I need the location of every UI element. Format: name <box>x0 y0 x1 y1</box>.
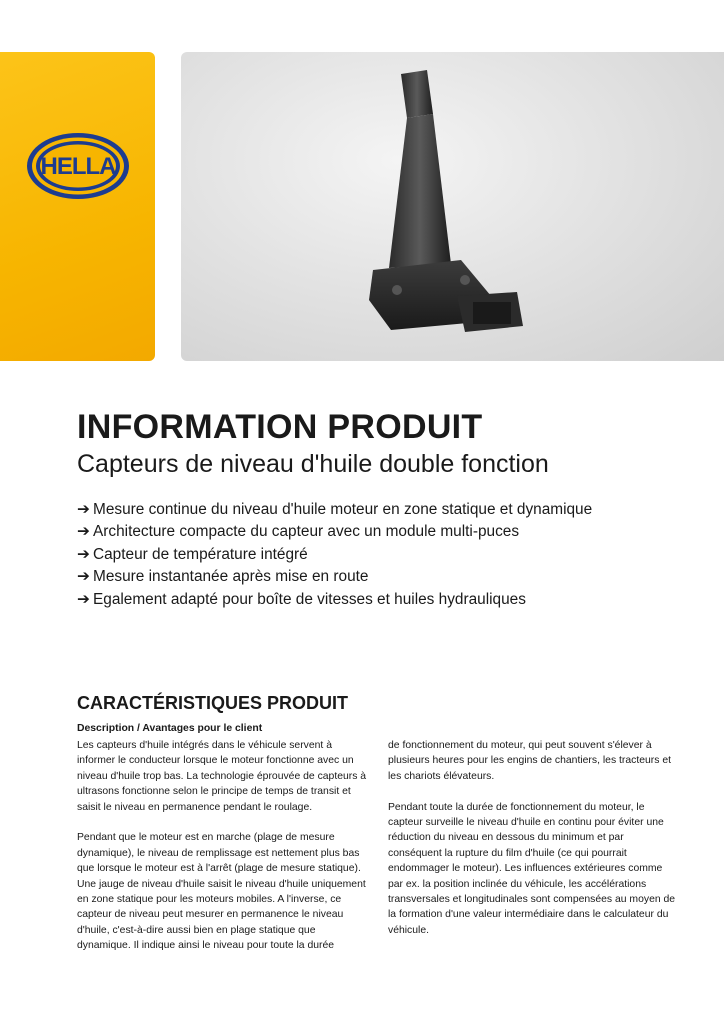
brand-panel <box>0 52 155 361</box>
feature-item: ➔ Architecture compacte du capteur avec un module multi-puces <box>77 521 592 543</box>
feature-item: ➔ Mesure continue du niveau d'huile moteur en zone statique et dynamique <box>77 499 592 521</box>
text-column-right <box>388 738 678 954</box>
arrow-right-icon: ➔ <box>77 568 90 586</box>
oil-sensor-image <box>361 64 531 354</box>
product-photo <box>181 52 724 361</box>
feature-item: ➔ Egalement adapté pour boîte de vitesses et huiles hydrauliques <box>77 589 592 611</box>
feature-list <box>77 499 592 611</box>
arrow-right-icon: ➔ <box>77 523 90 541</box>
section-title: CARACTÉRISTIQUES PRODUIT <box>77 693 349 713</box>
hella-logo <box>26 132 130 200</box>
paragraph: Pendant que le moteur est en marche (plage de mesure dynamique), le niveau de remplissage est nettement plus bas que lorsque le moteur est à l'arrêt (plage de mesure statique). Une jauge de niveau d'huile saisit le niveau d'huile uniquement en zone statique pour les moteurs mobiles. A l'inverse, ce capteur de niveau peut mesurer en permanence le niveau d'huile, c'est-à-dire aussi bien en plage statique que dynamique. Il indique ainsi le niveau pour toute la durée <box>77 832 366 952</box>
paragraph: Les capteurs d'huile intégrés dans le véhicule servent à informer le conducteur lorsque le moteur fonctionne avec un niveau d'huile trop bas. La technologie éprouvée de capteurs à ultrasons fonctionne selon le principe de temps de transit et saisit le niveau en permanence pendant le roulage. <box>77 740 367 813</box>
paragraph: de fonctionnement du moteur, qui peut souvent s'élever à plusieurs heures pour les engins de chantiers, les tracteurs et les chariots élévateurs. <box>388 740 672 782</box>
arrow-right-icon: ➔ <box>77 501 90 518</box>
logo-text: HELLA <box>40 153 116 180</box>
arrow-right-icon: ➔ <box>77 545 90 563</box>
text-column-left <box>77 738 367 969</box>
page-title: INFORMATION PRODUIT <box>77 408 483 446</box>
feature-item: ➔ Mesure instantanée après mise en route <box>77 566 592 588</box>
section-subheading: Description / Avantages pour le client <box>77 723 263 734</box>
arrow-right-icon: ➔ <box>77 590 90 608</box>
feature-item: ➔ Capteur de température intégré <box>77 544 592 566</box>
page-subtitle: Capteurs de niveau d'huile double fonction <box>77 450 549 478</box>
paragraph: Pendant toute la durée de fonctionnement du moteur, le capteur surveille le niveau d'huile en continu pour éviter une réduction du niveau en dessous du minimum et par conséquent la rupture du film d'huile (ce qui pourrait endommager le moteur). Les influences extérieures comme par ex. la position inclinée du véhicule, les accélérations transversales et longitudinales sont compensées au moyen de la formation d'une valeur intermédiaire dans le calculateur du véhicule. <box>388 801 676 936</box>
